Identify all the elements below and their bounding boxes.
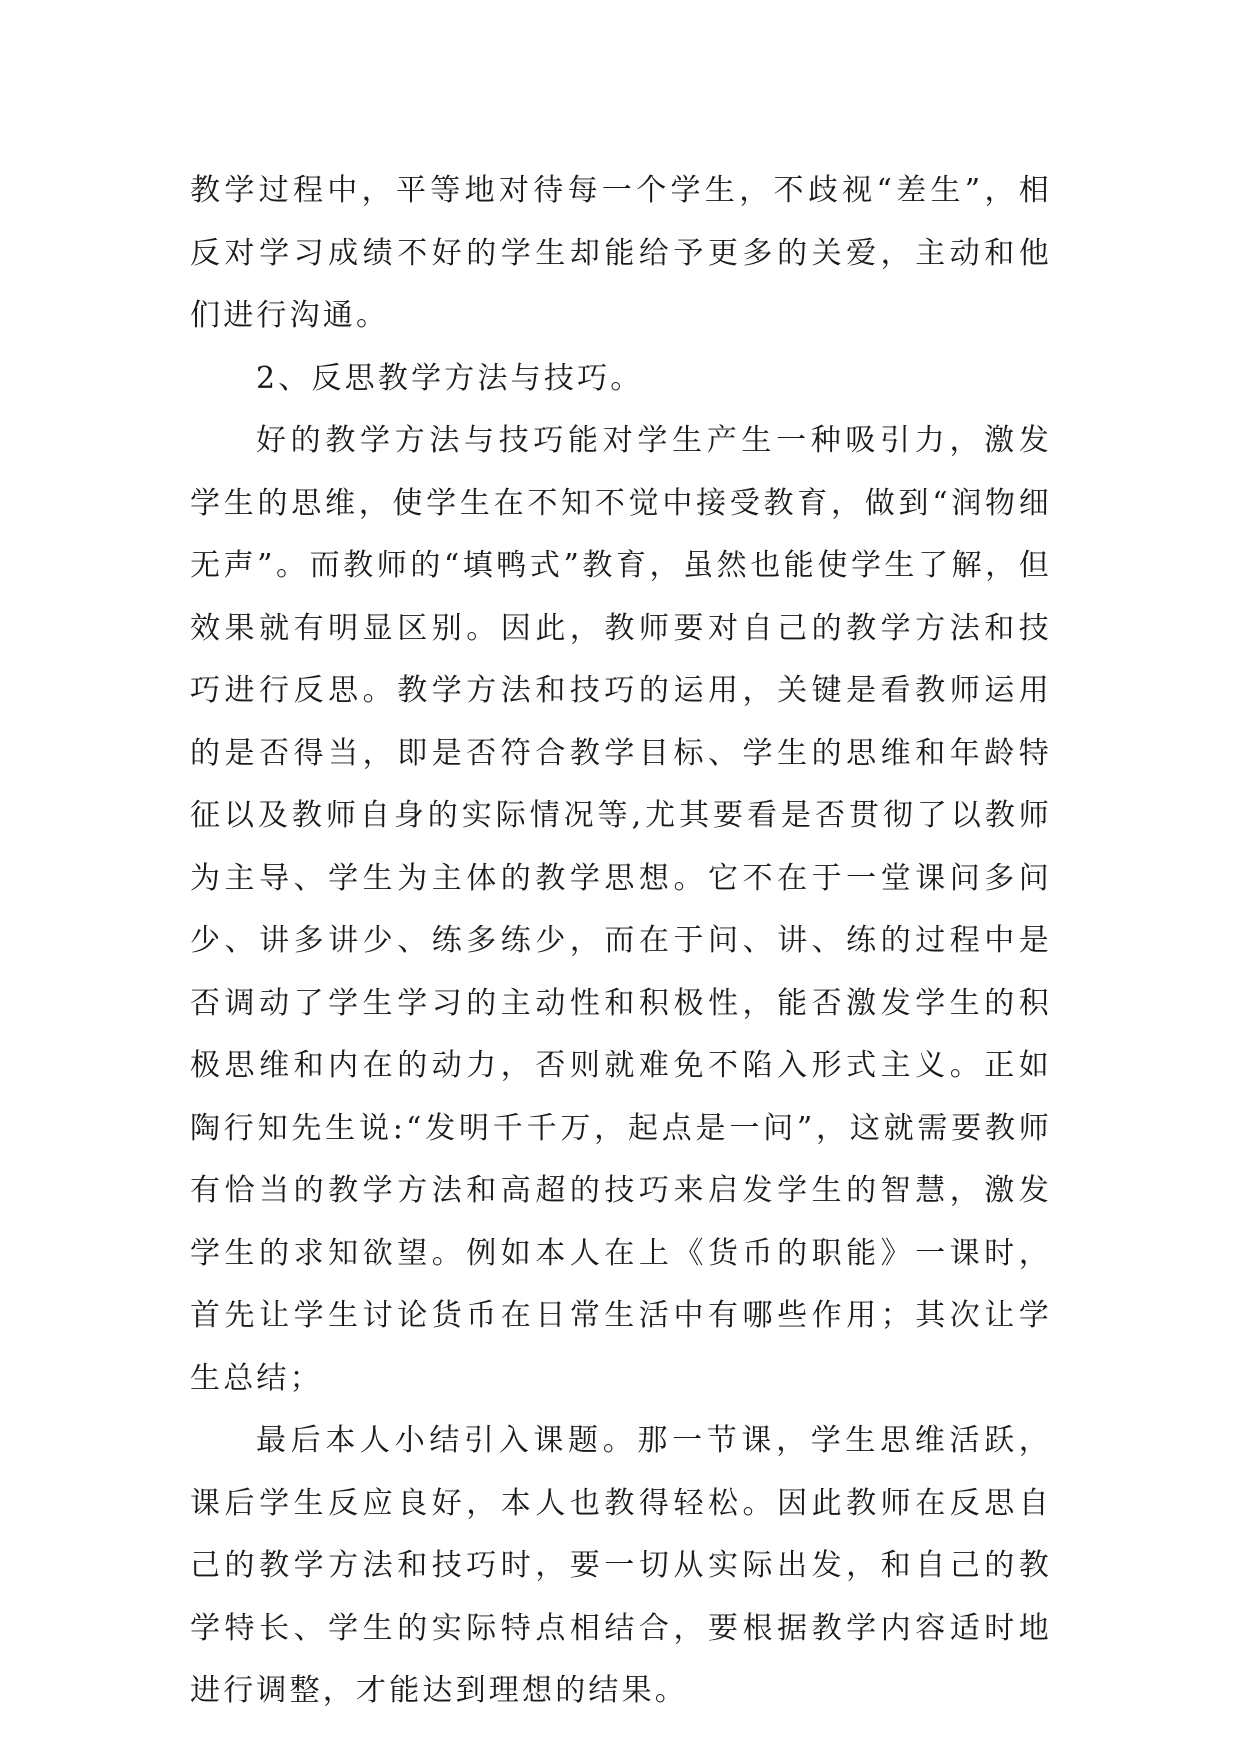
paragraph-continuation: 教学过程中，平等地对待每一个学生，不歧视“差生”，相反对学习成绩不好的学生却能给予更多的关爱，主动和他们进行沟通。 <box>190 173 1052 333</box>
paragraph-teaching-methods: 好的教学方法与技巧能对学生产生一种吸引力，激发学生的思维，使学生在不知不觉中接受教育，做到“润物细无声”。而教师的“填鸭式”教育，虽然也能使学生了解，但效果就有明显区别。因此，教师要对自己的教学方法和技巧进行反思。教学方法和技巧的运用，关键是看教师运用的是否得当，即是否符合教学目标、学生的思维和年龄特征以及教师自身的实际情况等,尤其要看是否贯彻了以教师为主导、学生为主体的教学思想。它不在于一堂课问多问少、讲多讲少、练多练少，而在于问、讲、练的过程中是否调动了学生学习的主动性和积极性，能否激发学生的积极思维和内在的动力，否则就难免不陷入形式主义。正如陶行知先生说:“发明千千万，起点是一问”，这就需要教师有恰当的教学方法和高超的技巧来启发学生的智慧，激发学生的求知欲望。例如本人在上《货币的职能》一课时，首先让学生讨论货币在日常生活中有哪些作用；其次让学生总结； <box>190 423 1052 1396</box>
document-page <box>190 160 1052 1723</box>
section-heading-teaching-methods: 2、反思教学方法与技巧。 <box>256 360 644 396</box>
paragraph-conclusion: 最后本人小结引入课题。那一节课，学生思维活跃，课后学生反应良好，本人也教得轻松。因此教师在反思自己的教学方法和技巧时，要一切从实际出发，和自己的教学特长、学生的实际特点相结合，要根据教学内容适时地进行调整，才能达到理想的结果。 <box>190 1423 1052 1708</box>
